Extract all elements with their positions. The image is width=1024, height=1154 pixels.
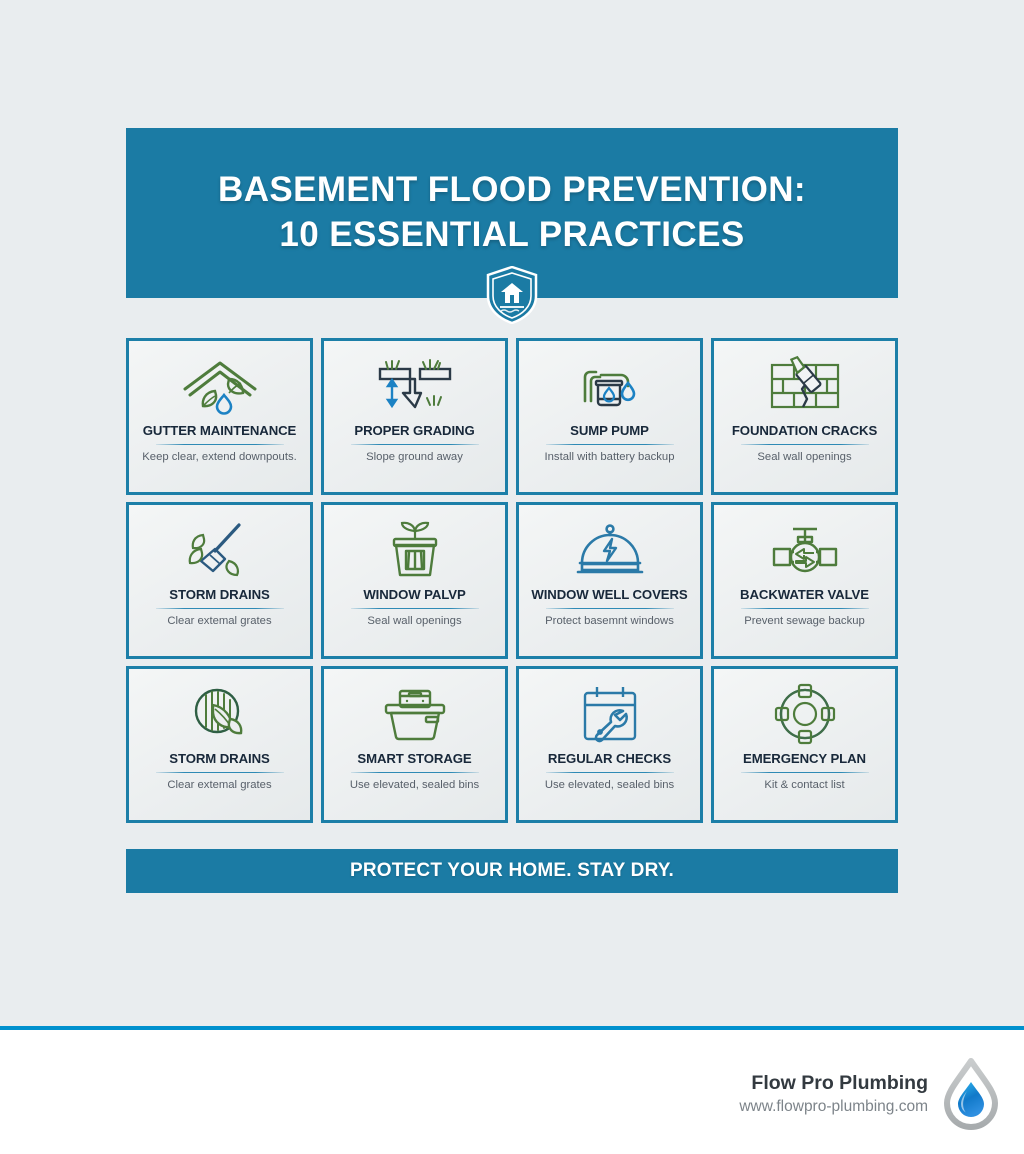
- card-subtitle: Use elevated, sealed bins: [349, 778, 480, 791]
- card-title: PROPER GRADING: [354, 423, 475, 438]
- card-divider: [546, 608, 674, 609]
- sump-pump-icon: [567, 350, 653, 422]
- card-subtitle: Seal wall openings: [367, 614, 462, 627]
- calendar-wrench-icon: [567, 678, 653, 750]
- storage-bin-icon: [372, 678, 458, 750]
- practice-card[interactable]: [711, 666, 898, 823]
- card-divider: [351, 772, 479, 773]
- practice-card[interactable]: [516, 502, 703, 659]
- card-divider: [351, 608, 479, 609]
- practice-card[interactable]: [321, 338, 508, 495]
- card-divider: [741, 772, 869, 773]
- drain-grate-leaf-icon: [177, 678, 263, 750]
- card-subtitle: Install with battery backup: [544, 450, 675, 463]
- card-subtitle: Prevent sewage backup: [744, 614, 865, 627]
- card-divider: [546, 772, 674, 773]
- card-subtitle: Slope ground away: [366, 450, 463, 463]
- water-droplet-logo-icon: [942, 1058, 1000, 1130]
- call-to-action-text: PROTECT YOUR HOME. STAY DRY.: [349, 860, 675, 881]
- card-divider: [351, 444, 479, 445]
- brand-block: [739, 1058, 1000, 1130]
- card-title: FOUNDATION CRACKS: [731, 423, 878, 438]
- brand-text: [739, 1071, 928, 1117]
- dome-cover-bolt-icon: [567, 514, 653, 586]
- brick-wall-crack-icon: [762, 350, 848, 422]
- card-divider: [156, 444, 284, 445]
- broom-leaf-icon: [177, 514, 263, 586]
- brand-url[interactable]: www.flowpro-plumbing.com: [739, 1097, 928, 1115]
- card-divider: [741, 444, 869, 445]
- grading-arrow-grass-icon: [372, 350, 458, 422]
- practice-card[interactable]: [321, 666, 508, 823]
- card-subtitle: Clear extemal grates: [167, 614, 272, 627]
- practice-card[interactable]: [321, 502, 508, 659]
- card-subtitle: Kit & contact list: [764, 778, 845, 791]
- card-subtitle: Protect basemnt windows: [545, 614, 674, 627]
- practice-card[interactable]: [126, 502, 313, 659]
- card-title: SMART STORAGE: [357, 751, 472, 766]
- shield-house-icon: [486, 266, 538, 324]
- page-title-line-2: 10 ESSENTIAL PRACTICES: [279, 215, 745, 254]
- page-title-line-1: BASEMENT FLOOD PREVENTION:: [218, 170, 806, 210]
- brand-name: Flow Pro Plumbing: [751, 1072, 928, 1095]
- practice-card[interactable]: [126, 666, 313, 823]
- roof-leaf-droplet-icon: [177, 350, 263, 422]
- card-title: STORM DRAINS: [169, 751, 270, 766]
- card-title: REGULAR CHECKS: [547, 751, 672, 766]
- page-title: [198, 168, 826, 258]
- bin-sprout-icon: [372, 514, 458, 586]
- card-title: WINDOW PALVP: [363, 587, 466, 602]
- card-subtitle: Keep clear, extend downpouts.: [142, 450, 297, 463]
- practice-card[interactable]: [126, 338, 313, 495]
- life-ring-icon: [762, 678, 848, 750]
- card-subtitle: Use elevated, sealed bins: [544, 778, 675, 791]
- practice-card[interactable]: [711, 502, 898, 659]
- card-title: BACKWATER VALVE: [740, 587, 869, 602]
- valve-arrow-icon: [762, 514, 848, 586]
- brand-footer: [0, 1030, 1024, 1154]
- card-divider: [741, 608, 869, 609]
- card-divider: [156, 608, 284, 609]
- card-title: WINDOW WELL COVERS: [531, 587, 688, 602]
- call-to-action-banner: [126, 849, 898, 893]
- card-subtitle: Clear extemal grates: [167, 778, 272, 791]
- practice-card[interactable]: [711, 338, 898, 495]
- practice-card[interactable]: [516, 338, 703, 495]
- card-title: EMERGENCY PLAN: [743, 751, 866, 766]
- card-divider: [156, 772, 284, 773]
- practices-grid: [126, 338, 898, 823]
- card-title: GUTTER MAINTENANCE: [142, 423, 297, 438]
- card-divider: [546, 444, 674, 445]
- card-title: SUMP PUMP: [570, 423, 649, 438]
- card-title: STORM DRAINS: [169, 587, 270, 602]
- practice-card[interactable]: [516, 666, 703, 823]
- card-subtitle: Seal wall openings: [757, 450, 852, 463]
